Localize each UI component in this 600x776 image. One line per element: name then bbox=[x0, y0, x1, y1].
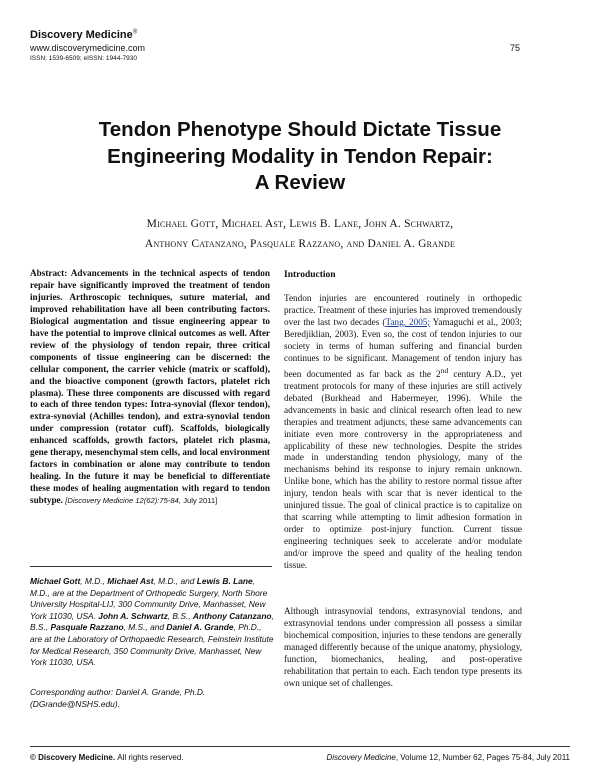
abstract-citation-year: July 2011] bbox=[183, 496, 218, 506]
author-affiliations bbox=[30, 576, 274, 669]
author-name: Daniel A. Grande bbox=[166, 622, 234, 633]
journal-url[interactable]: www.discoverymedicine.com bbox=[30, 43, 146, 53]
rights-text: All rights reserved. bbox=[117, 753, 184, 762]
title-line: Tendon Phenotype Should Dictate Tissue bbox=[98, 118, 502, 141]
column-divider bbox=[30, 566, 272, 567]
title-line: Engineering Modality in Tendon Repair: bbox=[107, 144, 493, 168]
author-line: Michael Gott, Michael Ast, Lewis B. Lane, John A. Schwartz, bbox=[146, 218, 454, 230]
author-name: John A. Schwartz bbox=[98, 610, 168, 621]
journal-name bbox=[30, 29, 137, 41]
article-title bbox=[30, 117, 570, 197]
paragraph-text: Tendon injuries are encountered routinely in orthopedic practice. Treatment of these injuries has improved tremendously over the last two decades ( bbox=[284, 293, 522, 327]
page-number: 75 bbox=[510, 43, 521, 53]
copyright-text: © Discovery Medicine. bbox=[30, 753, 116, 762]
intro-paragraph bbox=[284, 293, 522, 572]
abstract-text: Advancements in the technical aspects of tendon repair have significantly improved the treatment of tendon injuries. Arthroscopic techniques, suture material, and improved rehabilitation have all been contributing factors. Biological augmentation and tissue engineering appear to have the potential to improve clinical outcomes as well. After review of the physiology of tendon repair, three critical components of tissue engineering can be discerned: the cellular component, the carrier vehicle (matrix or scaffold), and the bioactive component (growth factors, platelet rich plasma). These three components are discussed with regard to each of three tendon types: Intra-synovial (flexor tendon), extra-synovial (Achilles tendon), and extra-synovial tendon under compression (rotator cuff). Scaffolds, biologically enhanced scaffolds, growth factors, platelet rich plasma, gene therapy, mesenchymal stem cells, and local environment factors in combination or alone may contribute to tendon healing. In the future it may be beneficial to differentiate these modes of healing augmentation with regard to tendon subtype. bbox=[30, 268, 270, 506]
author-name: Pasquale Razzano bbox=[50, 622, 124, 633]
footer-divider bbox=[30, 746, 570, 747]
footer-citation bbox=[278, 753, 570, 762]
author-name: Michael Gott bbox=[30, 576, 81, 586]
corresponding-author: Corresponding author: Daniel A. Grande, Ph.D. (DGrande@NSHS.edu). bbox=[30, 687, 206, 709]
intro-paragraph: Although intrasynovial tendons, extrasynovial tendons, and extrasynovial tendons under compression all possess a similar biochemical composition, injuries to these tendons are generally managed differently because of the unique anatomy, physiology, function, biomechanics, healing, and post-operative rehabilitation that pertain to each. Each tendon type presents its own unique set of challenges. bbox=[284, 606, 522, 688]
paragraph-text: century A.D., yet treatment protocols for many of these injuries are still actively debated (Burkhead and Habermeyer, 1996). While the advancements in basic and clinical research often lead to new therapies and treatment adjuncts, these same advancements can initiate even more controversy in the appropriateness and applicability of these new technologies. Despite the strides made in understanding tendon physiology, many of the mechanisms behind its response to injury remain unknown. Unlike bone, which has the ability to restore normal tissue after injury, tendon heals with scar that is never identical to the uninjured tissue. The goal of clinical practice is to capitalize on that scarring while attempting to limit adhesion formation in order to optimize post-injury function. Current tissue engineering techniques seek to accelerate and/or modulate and/or improve the speed and quality of the healing tendon tissue. bbox=[284, 368, 522, 571]
footer-journal: Discovery Medicine bbox=[326, 753, 396, 762]
author-degree: , M.D., bbox=[80, 576, 108, 586]
registered-mark: ® bbox=[132, 29, 138, 36]
footer-copyright bbox=[30, 753, 184, 762]
title-line: A Review bbox=[254, 171, 346, 194]
author-degree: , M.D., and bbox=[153, 576, 197, 586]
affiliation-text: , M.D., are at the Department of Orthopedic Surgery, North Shore University Hospital-LIJ, 300 Community Drive, Manhasset, New York 11030, USA. bbox=[30, 576, 268, 621]
journal-name-text: Discovery Medicine bbox=[30, 29, 133, 41]
abstract-label: Abstract: bbox=[30, 268, 68, 278]
paragraph-text: Yamaguchi et al., 2003; Beredjiklian, 2003). Even so, the cost of tendon injuries to our society in terms of human suffering and financial burden continues to be significant. Management of tendon injury has been documented as far back as the 2 bbox=[284, 316, 522, 379]
section-heading: Introduction bbox=[284, 270, 336, 280]
superscript: nd bbox=[440, 365, 449, 375]
journal-issn: ISSN: 1539-6509; eISSN: 1944-7930 bbox=[30, 55, 137, 62]
author-name: Anthony Catanzano bbox=[192, 610, 272, 621]
author-name: Michael Ast bbox=[107, 576, 154, 586]
author-name: Lewis B. Lane bbox=[196, 576, 253, 586]
author-line: Anthony Catanzano, Pasquale Razzano, and Daniel A. Grande bbox=[144, 238, 456, 250]
abstract-citation: [Discovery Medicine 12(62):75-84, bbox=[65, 496, 181, 506]
citation-link[interactable]: Tang, 2005; bbox=[385, 316, 430, 327]
author-degree: , M.S., and bbox=[123, 622, 167, 633]
footer-details: , Volume 12, Number 62, Pages 75-84, July 2011 bbox=[395, 753, 570, 762]
author-degree: , B.S., bbox=[30, 610, 274, 633]
author-degree: , B.S., bbox=[167, 610, 193, 621]
author-list bbox=[30, 214, 570, 254]
affiliation-text: , Ph.D., are at the Laboratory of Orthopaedic Research, Feinstein Institute for Medical Research, 350 Community Drive, Manhasset, New York 11030, USA. bbox=[30, 622, 274, 668]
abstract bbox=[30, 268, 270, 507]
